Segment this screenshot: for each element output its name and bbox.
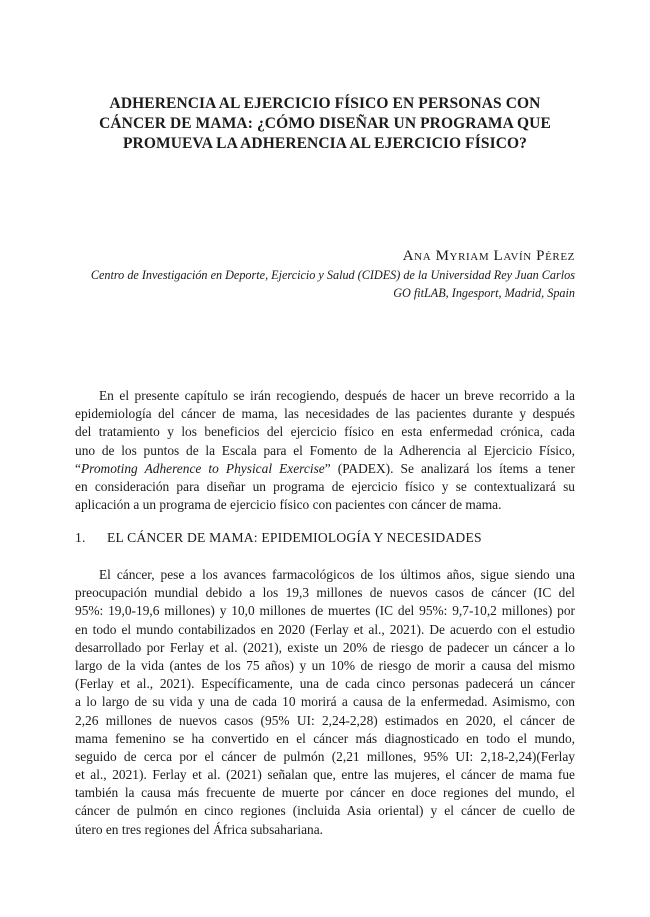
text-line: cáncer de pulmón en cinco regiones (incluida Asia oriental) y el cáncer de cuello de bbox=[75, 803, 575, 819]
title-line: CÁNCER DE MAMA: ¿CÓMO DISEÑAR UN PROGRAMA QUE bbox=[99, 115, 551, 132]
author-name: Ana Myriam Lavín Pérez bbox=[402, 248, 575, 264]
text-line: 2,26 millones de nuevos casos (95% UI: 2,24-2,28) estimados en 2020, el cáncer de bbox=[75, 712, 575, 728]
text-fragment: ” (PADEX). Se analizará los ítems a tener bbox=[324, 460, 575, 476]
section-paragraph bbox=[75, 566, 575, 839]
text-line: preocupación mundial debido a los 19,3 millones de nuevos casos de cáncer (IC del bbox=[75, 585, 575, 601]
text-line: aplicación a un programa de ejercicio físico con pacientes con cáncer de mama. bbox=[75, 497, 502, 513]
chapter-title bbox=[70, 94, 580, 154]
text-line: mama femenino se ha convertido en el cáncer más diagnosticado en todo el mundo, bbox=[75, 730, 575, 746]
text-line: (Ferlay et al., 2021). Específicamente, una de cada cinco personas padecerá un cáncer bbox=[75, 676, 575, 692]
text-line: En el presente capítulo se irán recogiendo, después de hacer un breve recorrido a la bbox=[99, 388, 575, 403]
section-title: EL CÁNCER DE MAMA: EPIDEMIOLOGÍA Y NECESIDADES bbox=[107, 530, 482, 545]
text-line: también la causa más frecuente de muerte por cáncer en doce regiones del mundo, el bbox=[75, 785, 575, 801]
affiliation-line: GO fitLAB, Ingesport, Madrid, Spain bbox=[393, 286, 575, 300]
section-heading bbox=[75, 530, 482, 546]
text-line: del tratamiento y los beneficios del ejercicio físico en esta enfermedad crónica, cada bbox=[75, 424, 575, 440]
affiliation-line: Centro de Investigación en Deporte, Ejercicio y Salud (CIDES) de la Universidad Rey Juan Carlos bbox=[90, 268, 575, 282]
text-line bbox=[75, 460, 575, 478]
english-title: Promoting Adherence to Physical Exercise bbox=[80, 460, 325, 476]
author-affiliation bbox=[91, 266, 575, 302]
text-line: largo de la vida (antes de los 75 años) y un 10% de riesgo de morir a causa del mismo bbox=[75, 657, 575, 673]
text-line: 95%: 19,0-19,6 millones) y 10,0 millones de muertes (IC del 95%: 9,7-10,2 millones) por bbox=[75, 603, 575, 619]
text-line: a lo largo de su vida y una de cada 10 morirá a causa de la enfermedad. Asimismo, con bbox=[75, 694, 575, 710]
intro-paragraph bbox=[75, 387, 575, 514]
text-line: uno de los puntos de la Escala para el Fomento de la Adherencia al Ejercicio Físico, bbox=[75, 442, 575, 458]
text-line: en consideración para diseñar un programa de ejercicio físico y se contextualizará su bbox=[75, 478, 575, 494]
text-line: en todo el mundo contabilizados en 2020 (Ferlay et al., 2021). De acuerdo con el estudio bbox=[75, 621, 575, 637]
text-line: epidemiología del cáncer de mama, las necesidades de las pacientes durante y después bbox=[75, 406, 575, 422]
open-quote: “ bbox=[75, 460, 81, 476]
text-line: et al., 2021). Ferlay et al. (2021) señalan que, entre las mujeres, el cáncer de mama fue bbox=[75, 767, 575, 783]
text-line: desarrollado por Ferlay et al. (2021), existe un 20% de riesgo de padecer un cáncer a lo bbox=[75, 639, 575, 655]
title-line: PROMUEVA LA ADHERENCIA AL EJERCICIO FÍSICO? bbox=[122, 135, 528, 152]
section-number: 1. bbox=[75, 530, 86, 545]
text-line: El cáncer, pese a los avances farmacológicos de los últimos años, sigue siendo una bbox=[99, 567, 575, 582]
title-line: ADHERENCIA AL EJERCICIO FÍSICO EN PERSONAS CON bbox=[109, 95, 541, 112]
text-line: seguido de cerca por el cáncer de pulmón (2,21 millones, 95% UI: 2,18-2,24)(Ferlay bbox=[75, 748, 575, 764]
text-line: útero en tres regiones del África subsahariana. bbox=[75, 821, 323, 837]
